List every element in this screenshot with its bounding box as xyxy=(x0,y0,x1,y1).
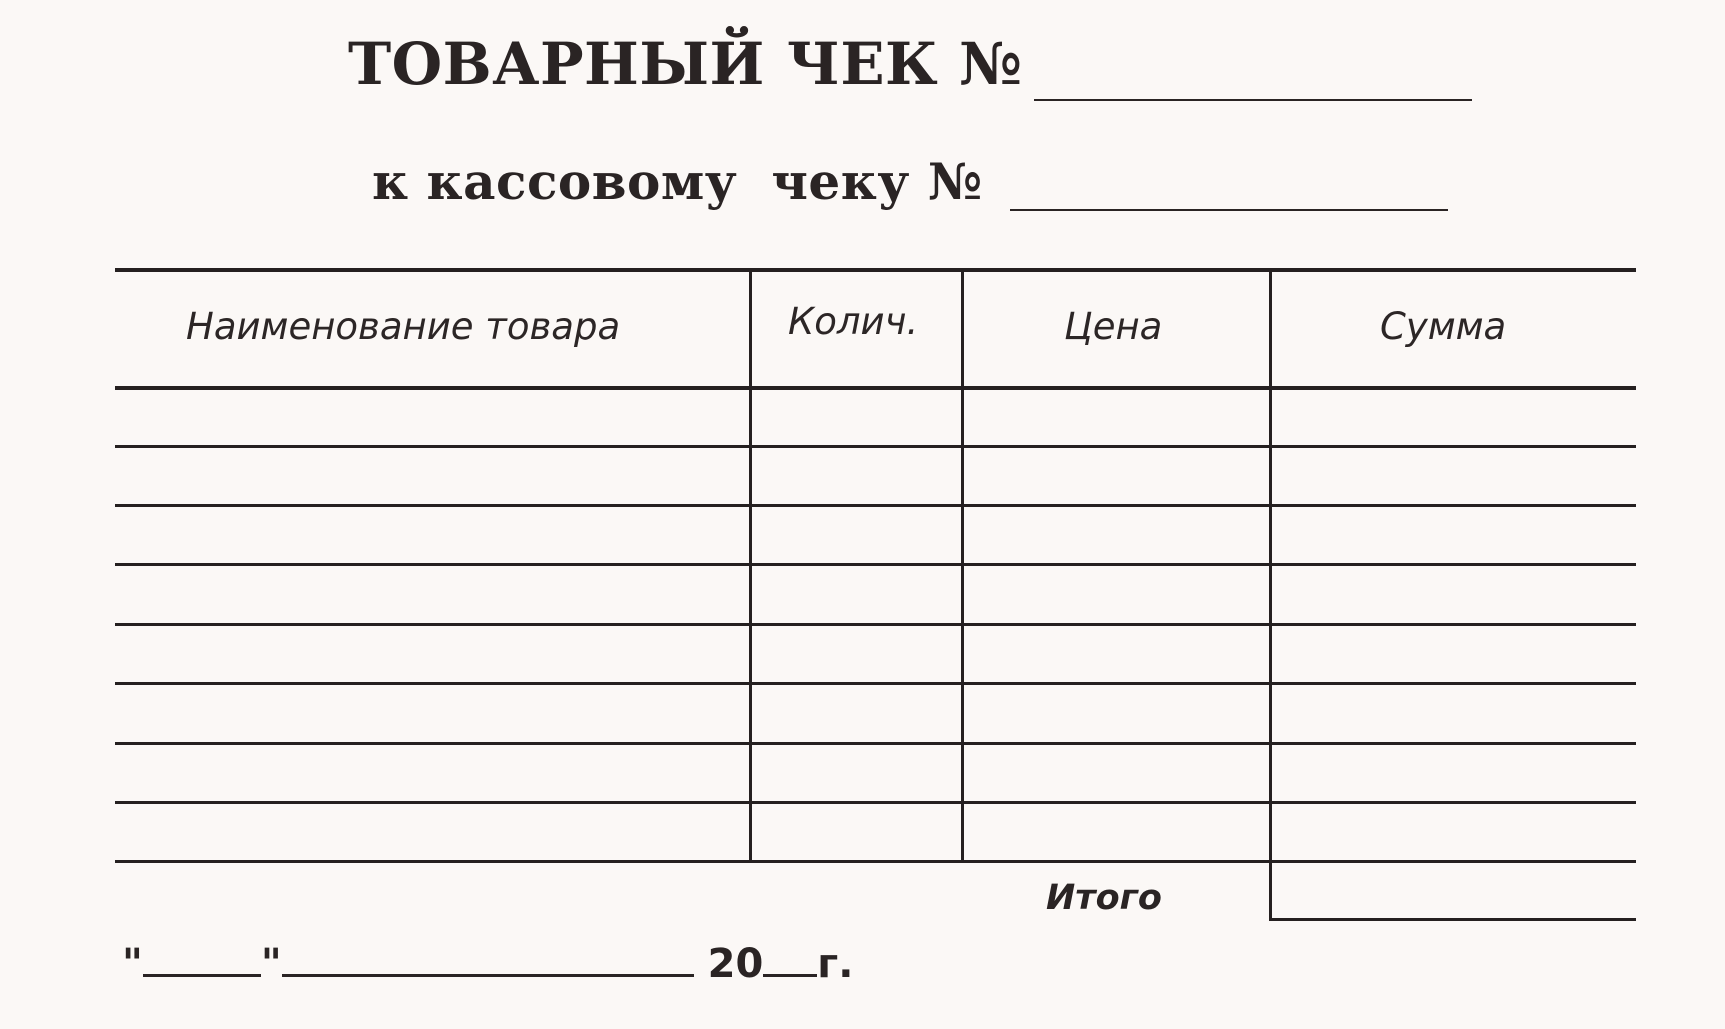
table-row[interactable] xyxy=(115,563,1636,566)
column-divider-1 xyxy=(749,270,752,863)
column-header-quantity: Колич. xyxy=(788,300,919,343)
year-blank[interactable] xyxy=(763,938,817,977)
table-top-rule xyxy=(115,268,1636,272)
title-word-tovarny: ТОВАРНЫЙ xyxy=(348,30,765,98)
subtitle-word-cheku: чеку xyxy=(771,152,910,211)
title-word-chek: ЧЕК xyxy=(786,30,939,98)
column-divider-2 xyxy=(961,270,964,863)
subtitle-word-k: к xyxy=(372,152,409,211)
receipt-subtitle xyxy=(372,152,983,211)
table-row[interactable] xyxy=(115,623,1636,626)
column-header-price: Цена xyxy=(1064,305,1163,348)
table-header-rule xyxy=(115,386,1636,390)
table-row[interactable] xyxy=(115,742,1636,745)
subtitle-number-sign: № xyxy=(927,152,983,211)
receipt-number-field[interactable] xyxy=(1034,99,1472,101)
column-header-name: Наименование товара xyxy=(186,305,621,348)
date-field[interactable] xyxy=(122,938,853,987)
table-row[interactable] xyxy=(115,445,1636,448)
table-row[interactable] xyxy=(115,504,1636,507)
total-label: Итого xyxy=(1046,878,1162,918)
table-row[interactable] xyxy=(115,682,1636,685)
column-header-sum: Сумма xyxy=(1380,305,1507,348)
cash-receipt-number-field[interactable] xyxy=(1010,209,1448,211)
date-open-quote: " xyxy=(122,941,143,987)
total-field[interactable] xyxy=(1270,918,1636,921)
date-close-quote: " xyxy=(260,941,282,987)
title-number-sign: № xyxy=(959,30,1023,98)
year-prefix: 20 xyxy=(707,941,764,987)
subtitle-word-kassovomu: кассовому xyxy=(426,152,738,211)
month-blank[interactable] xyxy=(282,938,694,977)
receipt-title xyxy=(348,30,1023,98)
table-bottom-rule xyxy=(115,860,1636,863)
table-row[interactable] xyxy=(115,801,1636,804)
column-divider-3 xyxy=(1269,270,1272,921)
year-suffix: г. xyxy=(817,941,854,987)
day-blank[interactable] xyxy=(143,938,261,977)
